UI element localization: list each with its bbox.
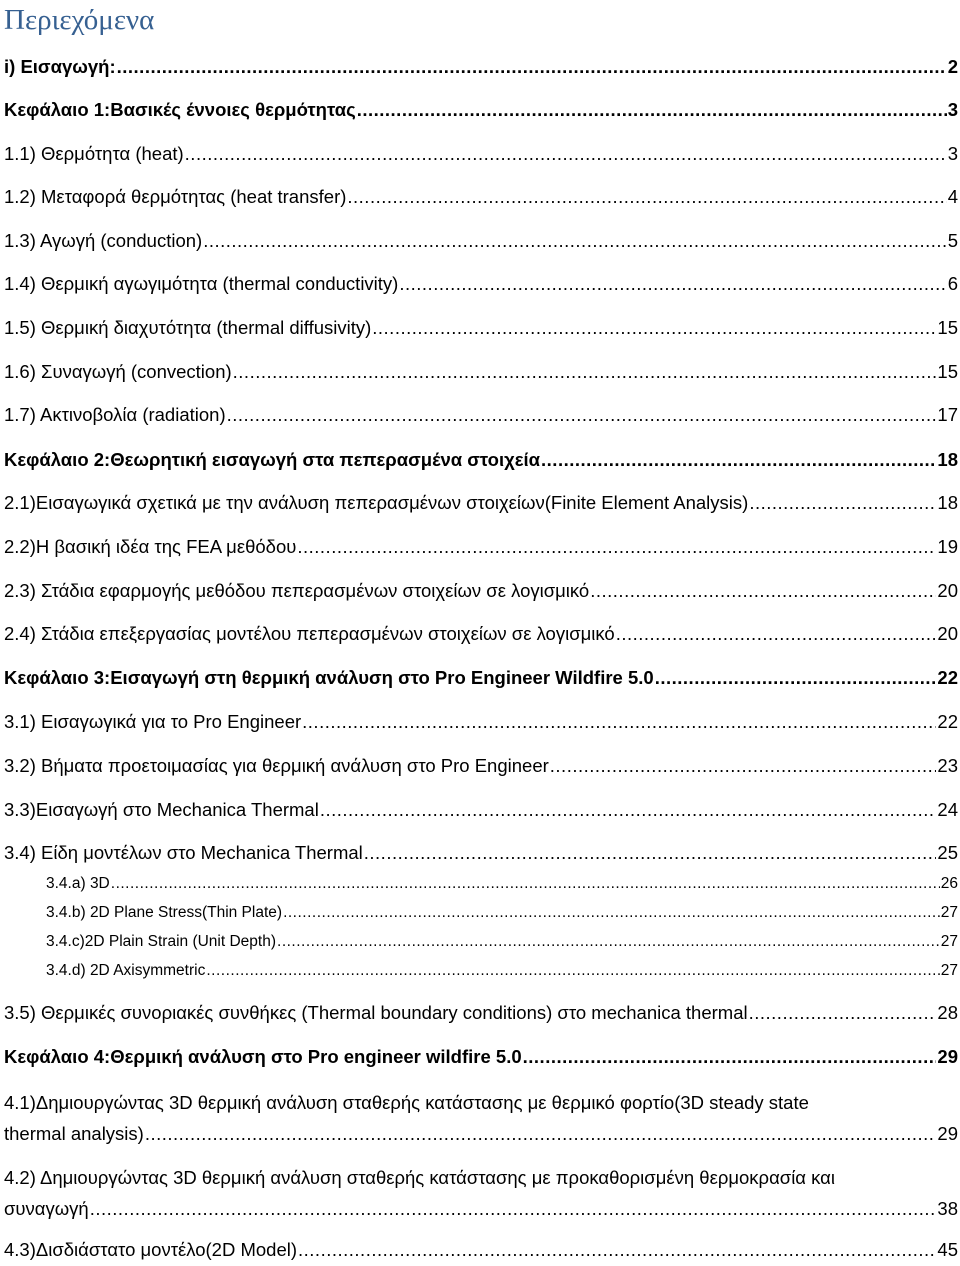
toc-entry-label-line1: 4.2) Δημιουργώντας 3D θερμική ανάλυση σταθερής κατάστασης με προκαθορισμένη θερμοκρασία και	[4, 1167, 835, 1188]
toc-page-number: 15	[937, 361, 958, 382]
toc-entry-label: Κεφάλαιο 1:Βασικές έννοιες θερμότητας	[4, 99, 356, 120]
toc-subentry[interactable]	[46, 958, 958, 984]
toc-entry[interactable]	[4, 490, 958, 516]
toc-entry[interactable]	[4, 578, 958, 604]
dot-leader	[347, 184, 946, 210]
toc-entry[interactable]	[4, 359, 958, 385]
toc-entry-label: 3.5) Θερμικές συνοριακές συνθήκες (Thermal boundary conditions) στο mechanica thermal	[4, 1002, 748, 1023]
toc-entry[interactable]	[4, 141, 958, 167]
toc-page-number: 20	[937, 623, 958, 644]
toc-entry-label: 1.1) Θερμότητα (heat)	[4, 143, 184, 164]
toc-subentry[interactable]	[46, 929, 958, 955]
toc-entry-label: Κεφάλαιο 2:Θεωρητική εισαγωγή στα πεπερασμένα στοιχεία	[4, 449, 541, 470]
toc-subentry[interactable]	[46, 871, 958, 897]
toc-entry[interactable]	[4, 315, 958, 341]
toc-entry[interactable]	[4, 1162, 958, 1226]
toc-entry[interactable]	[4, 184, 958, 210]
dot-leader	[145, 1118, 937, 1149]
toc-page-number: 28	[937, 1002, 958, 1023]
dot-leader	[749, 490, 936, 516]
toc-entry[interactable]	[4, 402, 958, 428]
dot-leader	[277, 929, 940, 955]
toc-entry[interactable]	[4, 840, 958, 866]
dot-leader	[298, 1237, 936, 1263]
toc-page-number: 25	[937, 842, 958, 863]
dot-leader	[523, 1044, 937, 1070]
toc-entry[interactable]	[4, 753, 958, 779]
toc-entry-label: 1.2) Μεταφορά θερμότητας (heat transfer)	[4, 186, 347, 207]
toc-page-number: 27	[940, 904, 958, 921]
dot-leader	[550, 753, 937, 779]
toc-page-number: 20	[937, 580, 958, 601]
toc-page-number: 19	[937, 536, 958, 557]
toc-entry-label: 3.4.a) 3D	[46, 875, 110, 892]
toc-entry-label: Κεφάλαιο 3:Εισαγωγή στη θερμική ανάλυση στο Pro Engineer Wildfire 5.0	[4, 667, 654, 688]
toc-page-number: 23	[937, 755, 958, 776]
dot-leader	[117, 54, 947, 80]
toc-entry-label: 2.4) Στάδια επεξεργασίας μοντέλου πεπερασμένων στοιχείων σε λογισμικό	[4, 623, 615, 644]
toc-page-number: 29	[937, 1123, 958, 1144]
dot-leader	[616, 621, 937, 647]
toc-page-number: 22	[937, 667, 958, 688]
dot-leader	[227, 402, 937, 428]
toc-page-number: 3	[947, 99, 958, 120]
toc-chapter-entry[interactable]	[4, 447, 958, 473]
toc-entry-label: 2.2)Η βασική ιδέα της FEA μεθόδου	[4, 536, 297, 557]
toc-entry-label: 1.6) Συναγωγή (convection)	[4, 361, 232, 382]
toc-chapter-entry[interactable]	[4, 1044, 958, 1070]
toc-entry-label: 3.4.b) 2D Plane Stress(Thin Plate)	[46, 904, 283, 921]
toc-page-number: 27	[940, 962, 958, 979]
toc-page-number: 4	[947, 186, 958, 207]
toc-entry-label: 1.7) Ακτινοβολία (radiation)	[4, 404, 226, 425]
toc-entry[interactable]	[4, 621, 958, 647]
toc-page-number: 22	[937, 711, 958, 732]
toc-page-number: 17	[937, 404, 958, 425]
toc-page-number: 29	[937, 1046, 958, 1067]
toc-page-number: 3	[947, 143, 958, 164]
toc-entry-label: 3.4.c)2D Plain Strain (Unit Depth)	[46, 933, 277, 950]
dot-leader	[541, 447, 936, 473]
toc-chapter-entry[interactable]	[4, 97, 958, 123]
toc-entry-label-line1: 4.1)Δημιουργώντας 3D θερμική ανάλυση σταθερής κατάστασης με θερμικό φορτίο(3D steady state	[4, 1092, 809, 1113]
toc-entry[interactable]	[4, 54, 958, 80]
page-title: Περιεχόμενα	[4, 4, 155, 36]
dot-leader	[233, 359, 937, 385]
toc-entry-label: 1.5) Θερμική διαχυτότητα (thermal diffusivity)	[4, 317, 372, 338]
toc-entry-label: 2.1)Εισαγωγικά σχετικά με την ανάλυση πεπερασμένων στοιχείων(Finite Element Analysis)	[4, 492, 749, 513]
toc-page-number: 24	[937, 799, 958, 820]
dot-leader	[283, 900, 940, 926]
dot-leader	[590, 578, 936, 604]
dot-leader	[364, 840, 937, 866]
toc-entry-label: 3.4) Είδη μοντέλων στο Mechanica Thermal	[4, 842, 363, 863]
toc-entry-label: i) Εισαγωγή:	[4, 56, 116, 77]
toc-entry-label: 3.2) Βήματα προετοιμασίας για θερμική ανάλυση στο Pro Engineer	[4, 755, 549, 776]
dot-leader	[399, 271, 946, 297]
toc-page-number: 45	[937, 1239, 958, 1260]
toc-entry[interactable]	[4, 228, 958, 254]
dot-leader	[749, 1000, 937, 1026]
toc-page-number: 15	[937, 317, 958, 338]
dot-leader	[185, 141, 947, 167]
toc-entry-label: 3.3)Εισαγωγή στο Mechanica Thermal	[4, 799, 319, 820]
toc-entry-label: Κεφάλαιο 4:Θερμική ανάλυση στο Pro engineer wildfire 5.0	[4, 1046, 522, 1067]
dot-leader	[111, 871, 940, 897]
dot-leader	[206, 958, 939, 984]
toc-entry[interactable]	[4, 1000, 958, 1026]
toc-page-number: 26	[940, 875, 958, 892]
toc-entry[interactable]	[4, 271, 958, 297]
toc-page-number: 6	[947, 273, 958, 294]
toc-entry[interactable]	[4, 797, 958, 823]
dot-leader	[297, 534, 936, 560]
dot-leader	[357, 97, 947, 123]
dot-leader	[372, 315, 936, 341]
dot-leader	[320, 797, 937, 823]
toc-entry-label-line2: thermal analysis)	[4, 1123, 144, 1144]
toc-entry-label-line2: συναγωγή	[4, 1198, 89, 1219]
toc-page-number: 2	[947, 56, 958, 77]
toc-page-number: 18	[937, 492, 958, 513]
toc-entry-label: 4.3)Δισδιάστατο μοντέλο(2D Model)	[4, 1239, 298, 1260]
toc-entry[interactable]	[4, 534, 958, 560]
dot-leader	[302, 709, 936, 735]
dot-leader	[203, 228, 947, 254]
dot-leader	[90, 1193, 937, 1224]
toc-entry-label: 1.4) Θερμική αγωγιμότητα (thermal conductivity)	[4, 273, 399, 294]
toc-page-number: 5	[947, 230, 958, 251]
toc-entry[interactable]	[4, 1087, 958, 1151]
toc-page-number: 38	[937, 1198, 958, 1219]
toc-entry-label: 3.4.d) 2D Axisymmetric	[46, 962, 206, 979]
toc-entry-label: 3.1) Εισαγωγικά για το Pro Engineer	[4, 711, 302, 732]
dot-leader	[655, 665, 937, 691]
toc-entry-label: 1.3) Αγωγή (conduction)	[4, 230, 203, 251]
toc-entry[interactable]	[4, 1237, 958, 1263]
toc-chapter-entry[interactable]	[4, 665, 958, 691]
toc-entry[interactable]	[4, 709, 958, 735]
toc-page-number: 27	[940, 933, 958, 950]
toc-entry-label: 2.3) Στάδια εφαρμογής μεθόδου πεπερασμένων στοιχείων σε λογισμικό	[4, 580, 590, 601]
toc-subentry[interactable]	[46, 900, 958, 926]
toc-page-number: 18	[937, 449, 958, 470]
